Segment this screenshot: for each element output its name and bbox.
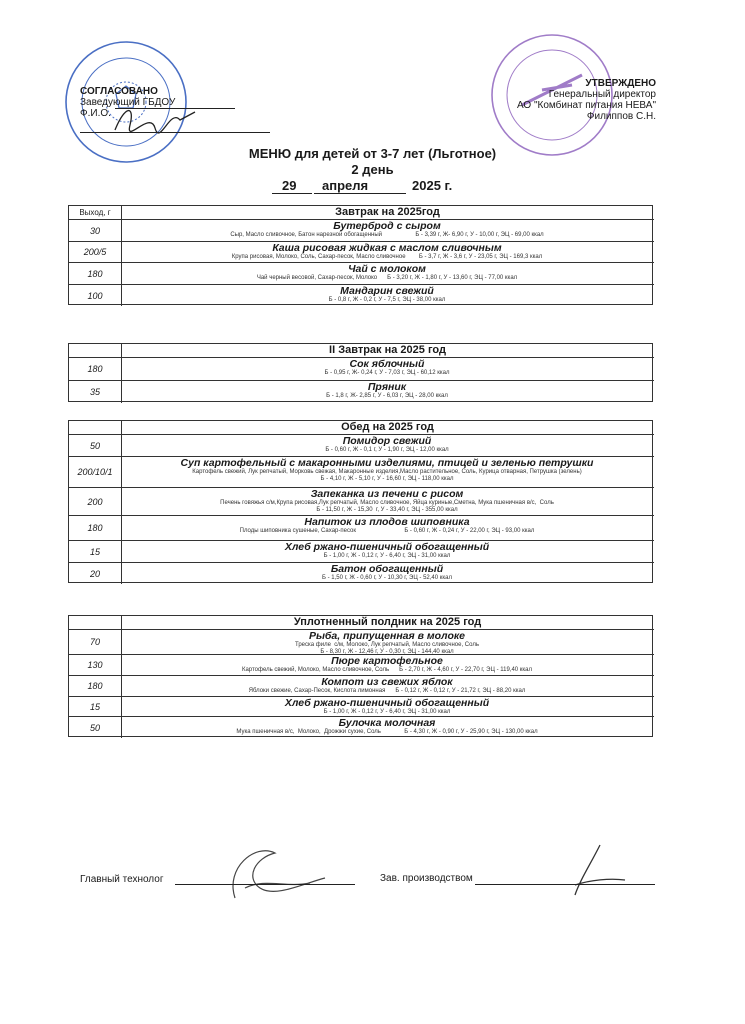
dish-composition: Яблоки свежие, Сахар-Песок, Кислота лимонная Б - 0,12 г, Ж - 0,12 г, У - 21,72 г, ЭЦ - 88,20 ккал [248, 688, 526, 694]
approval-right-title: УТВЕРЖДЕНО [585, 78, 656, 89]
portion-output: 100 [69, 285, 122, 306]
table-row [69, 456, 654, 487]
table-row [69, 284, 654, 306]
section-header [69, 206, 654, 219]
portion-output: 35 [69, 381, 122, 403]
portion-output: 50 [69, 717, 122, 738]
dish-composition: Чай черный весовой, Сахар-песок, Молоко Б - 3,20 г, Ж - 1,80 г, У - 13,60 г, ЭЦ - 77,00 ккал [256, 275, 518, 281]
approval-right-name: Филиппов С.Н. [586, 111, 656, 122]
date-day-line [272, 193, 312, 194]
table-row [69, 380, 654, 403]
dish-composition: Печень говяжья с/м,Крупа рисовая,Лук репчатый, Масло сливочное, Яйца куриные,Сметна, Мука пшеничная в/с, Соль [220, 500, 554, 506]
approval-right [490, 78, 656, 122]
date-day: 29 [282, 178, 297, 193]
table-row [69, 434, 654, 456]
approval-left-title: СОГЛАСОВАНО [80, 86, 158, 97]
dish-composition: Б - 1,8 г, Ж- 2,85 г, У - 6,03 г, ЭЦ - 28,00 ккал [326, 393, 448, 399]
portion-output: 70 [69, 630, 122, 654]
menu-section [68, 615, 653, 737]
section-header [69, 344, 654, 357]
footer-left-label: Главный технолог [80, 874, 164, 885]
section-header [69, 616, 654, 629]
portion-output: 30 [69, 220, 122, 241]
output-column-header [69, 616, 122, 629]
footer-right-label: Зав. производством [380, 873, 473, 884]
page-subtitle: 2 день [351, 162, 394, 177]
menu-section [68, 343, 653, 402]
portion-output: 15 [69, 697, 122, 716]
portion-output: 50 [69, 435, 122, 456]
approval-left-name-label: Ф.И.О. [80, 108, 111, 119]
page-title: МЕНЮ для детей от 3-7 лет (Льготное) [248, 146, 497, 161]
dish-composition: Б - 8,30 г, Ж - 12,46 г, У - 0,30 г, ЭЦ - 144,40 ккал [320, 649, 454, 655]
approval-left [80, 86, 175, 119]
table-row [69, 262, 654, 284]
date-month: апреля [322, 178, 369, 193]
approval-right-company: АО "Комбинат питания НЕВА" [516, 100, 656, 111]
date-month-line [314, 193, 406, 194]
dish-composition: Б - 4,10 г, Ж - 5,10 г, У - 16,60 г, ЭЦ - 118,00 ккал [320, 476, 454, 482]
dish-name: Компот из свежих яблок [321, 676, 453, 688]
section-title: Уплотненный полдник на 2025 год [293, 616, 482, 628]
approval-left-bottom-line [80, 132, 270, 133]
dish-composition: Б - 1,00 г, Ж - 0,12 г, У - 6,40 г, ЭЦ - 31,00 ккал [323, 709, 451, 715]
footer-left-line [175, 884, 355, 885]
output-column-header [69, 421, 122, 434]
dish-composition: Треска филе с/м, Молоко, Лук репчатый, Масло сливочное, Соль [295, 642, 479, 648]
section-header [69, 421, 654, 434]
portion-output: 200/5 [69, 242, 122, 262]
dish-name: Пряник [367, 381, 407, 393]
menu-section [68, 420, 653, 583]
table-row [69, 357, 654, 380]
menu-section [68, 205, 653, 305]
dish-name: Пюре картофельное [331, 655, 443, 667]
dish-composition: Крупа рисовая, Молоко, Соль, Сахар-песок, Масло сливочное Б - 3,7 г, Ж - 3,6 г, У - 23,05 г, ЭЦ - 169,3 ккал [231, 254, 543, 260]
portion-output: 20 [69, 563, 122, 584]
output-column-header: Выход, г [69, 206, 122, 219]
dish-name: Запеканка из печени с рисом [310, 488, 464, 500]
dish-name: Суп картофельный с макаронными изделиями, птицей и зеленью петрушки [180, 457, 594, 469]
dish-name: Мандарин свежий [340, 285, 434, 297]
dish-name: Бутерброд с сыром [333, 220, 441, 232]
dish-name: Хлеб ржано-пшеничный обогащенный [284, 697, 490, 709]
dish-name: Каша рисовая жидкая с маслом сливочным [272, 242, 502, 254]
section-title: II Завтрак на 2025 год [329, 344, 446, 356]
table-row [69, 487, 654, 515]
dish-composition: Плоды шиповника сушеные, Сахар-песок Б - 0,60 г, Ж - 0,24 г, У - 22,00 г, ЭЦ - 93,00 ккал [239, 528, 535, 534]
dish-composition: Б - 0,60 г, Ж - 0,1 г, У - 1,90 г, ЭЦ - 12,00 ккал [325, 447, 449, 453]
table-row [69, 515, 654, 540]
tech-signature-icon [215, 838, 335, 908]
footer-right-line [475, 884, 655, 885]
dish-composition: Сыр, Масло сливочное, Батон нарезной обогащенный Б - 3,39 г, Ж- 6,90 г, У - 10,00 г, ЭЦ - 69,00 ккал [230, 232, 544, 238]
portion-output: 200/10/1 [69, 457, 122, 487]
approval-left-position: Заведующий ГБДОУ [80, 97, 176, 108]
table-row [69, 654, 654, 675]
dish-composition: Картофель свежий, Лук репчатый, Морковь свежая, Макаронные изделия,Масло растительное, Соль, Курица отварная, Петрушка (зелень) [192, 469, 582, 475]
dish-composition: Картофель свежий, Молоко, Масло сливочное, Соль Б - 2,70 г, Ж - 4,60 г, У - 22,70 г, ЭЦ - 119,40 ккал [241, 667, 533, 673]
portion-output: 180 [69, 676, 122, 696]
table-row [69, 219, 654, 241]
dish-name: Чай с молоком [348, 263, 426, 275]
output-column-header [69, 344, 122, 357]
approval-right-position: Генеральный директор [548, 89, 656, 100]
dish-composition: Б - 1,50 г, Ж - 0,60 г, У - 10,30 г, ЭЦ - 52,40 ккал [321, 575, 452, 581]
table-row [69, 696, 654, 716]
dish-name: Сок яблочный [349, 358, 425, 370]
table-row [69, 241, 654, 262]
table-row [69, 629, 654, 654]
section-title: Обед на 2025 год [341, 421, 434, 433]
dish-name: Рыба, припущенная в молоке [308, 630, 466, 642]
portion-output: 180 [69, 263, 122, 284]
portion-output: 200 [69, 488, 122, 515]
dish-name: Батон обогащенный [330, 563, 444, 575]
dish-composition: Б - 0,8 г, Ж - 0,2 г, У - 7,5 г, ЭЦ - 38,00 ккал [328, 297, 446, 303]
portion-output: 130 [69, 655, 122, 675]
dish-composition: Б - 1,00 г, Ж - 0,12 г, У - 6,40 г, ЭЦ - 31,00 ккал [323, 553, 451, 559]
section-title: Завтрак на 2025год [335, 206, 440, 218]
dish-composition: Мука пшеничная в/с, Молоко, Дрожжи сухие, Соль Б - 4,30 г, Ж - 0,90 г, У - 25,90 г, ЭЦ - 130,00 ккал [236, 729, 538, 735]
dish-name: Помидор свежий [342, 435, 432, 447]
dish-name: Напиток из плодов шиповника [304, 516, 470, 528]
dish-name: Булочка молочная [338, 717, 436, 729]
portion-output: 180 [69, 358, 122, 380]
approval-left-line [115, 108, 235, 109]
prod-signature-icon [560, 840, 630, 900]
dish-composition: Б - 0,95 г, Ж- 0,24 г, У - 7,03 г, ЭЦ - 60,12 ккал [324, 370, 450, 376]
table-row [69, 716, 654, 738]
table-row [69, 675, 654, 696]
table-row [69, 540, 654, 562]
dish-name: Хлеб ржано-пшеничный обогащенный [284, 541, 490, 553]
table-row [69, 562, 654, 584]
dish-composition: Б - 11,50 г, Ж - 15,30 г, У - 33,40 г, ЭЦ - 355,00 ккал [316, 507, 458, 513]
portion-output: 180 [69, 516, 122, 540]
date-year: 2025 г. [412, 178, 453, 193]
portion-output: 15 [69, 541, 122, 562]
